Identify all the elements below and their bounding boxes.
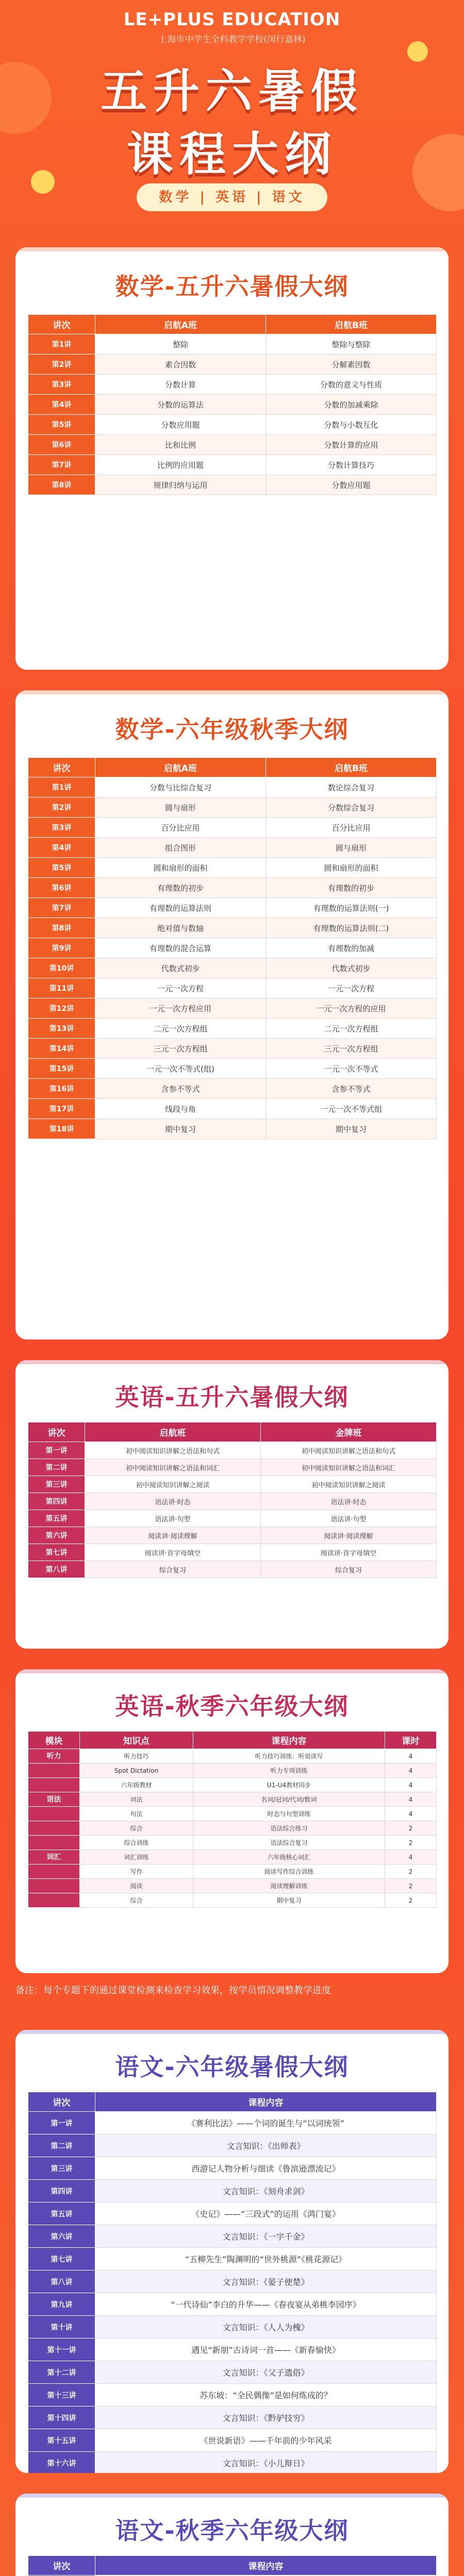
row-content-cell: 遇见“新朋”古诗词一首——《新春愉快》 <box>95 2338 437 2361</box>
row-content-cell: 组合图形 <box>95 838 266 858</box>
row-content-cell: 分数计算 <box>95 375 266 395</box>
table-row <box>28 2429 437 2452</box>
table-row <box>28 1079 437 1099</box>
col-header: 讲次 <box>28 1422 85 1442</box>
row-content-cell: “五柳先生”陶渊明的“世外桃源”《桃花源记》 <box>95 2248 437 2270</box>
row-content-cell: 初中阅读知识讲解之阅读 <box>261 1476 437 1493</box>
row-lecture-cell: 第1讲 <box>28 777 95 798</box>
col-header: 讲次 <box>28 2092 95 2112</box>
row-content-cell: 《史记》——“三段式”的运用《鸿门宴》 <box>95 2202 437 2225</box>
row-content-cell: 二元一次方程组 <box>266 1019 437 1039</box>
table-row <box>28 978 437 998</box>
col-header: 课程内容 <box>95 2556 437 2575</box>
row-content-cell: 有理数的运算法则(二) <box>266 918 437 938</box>
row-content-cell: 一元一次不等式(组) <box>95 1059 266 1079</box>
table-row <box>28 2293 437 2316</box>
row-lecture-cell: 第十六讲 <box>28 2452 95 2473</box>
row-lecture-cell: 第七讲 <box>28 2248 95 2270</box>
col-header: 讲次 <box>28 315 95 334</box>
col-header: 知识点 <box>80 1732 193 1749</box>
row-lecture-cell: 第2讲 <box>28 798 95 818</box>
row-content-cell: 4 <box>385 1778 437 1792</box>
row-lecture-cell: 第六讲 <box>28 1527 85 1544</box>
row-lecture-cell: 第九讲 <box>28 2293 95 2316</box>
table-row <box>28 1527 437 1544</box>
row-lecture-cell: 第十一讲 <box>28 2338 95 2361</box>
row-content-cell: 听力专项训练 <box>193 1764 385 1778</box>
row-content-cell: 含参不等式 <box>95 1079 266 1099</box>
table-row <box>28 777 437 798</box>
row-content-cell: 绝对值与数轴 <box>95 918 266 938</box>
row-content-cell: 综合训练 <box>80 1836 193 1850</box>
table-row <box>28 1807 437 1821</box>
card-top-bar <box>15 2494 449 2498</box>
table-row <box>28 938 437 958</box>
col-header: 课程内容 <box>95 2092 437 2112</box>
row-content-cell: 阅读讲·首字母填空 <box>261 1544 437 1561</box>
row-content-cell: 含参不等式 <box>266 1079 437 1099</box>
row-content-cell: 词汇训练 <box>80 1850 193 1865</box>
table-row <box>28 354 437 375</box>
row-content-cell: 文言知识：《黔驴技穷》 <box>95 2406 437 2429</box>
table-row <box>28 1059 437 1079</box>
row-content-cell: U1-U4教材同步 <box>193 1778 385 1792</box>
row-content-cell: 语法讲·句型 <box>85 1510 261 1527</box>
table-row <box>28 818 437 838</box>
row-content-cell: 语法讲·时态 <box>261 1493 437 1510</box>
row-lecture-cell <box>28 1836 80 1850</box>
card-top-bar <box>15 2030 449 2034</box>
row-content-cell: 一元一次方程应用 <box>95 998 266 1019</box>
english-summer-table <box>28 1422 437 1578</box>
row-lecture-cell <box>28 1893 80 1908</box>
row-content-cell: 分数计算的应用 <box>266 435 437 455</box>
english-summer-title: 英语-五升六暑假大纲 <box>115 1383 349 1411</box>
row-content-cell: 百分比应用 <box>95 818 266 838</box>
table-row <box>28 2384 437 2406</box>
brand-name: LE+PLUS EDUCATION <box>123 9 341 30</box>
table-row <box>28 958 437 978</box>
row-content-cell: 整除 <box>95 334 266 354</box>
row-lecture-cell: 第14讲 <box>28 1039 95 1059</box>
row-content-cell: 综合复习 <box>261 1561 437 1578</box>
table-row <box>28 2225 437 2248</box>
col-header: 金牌班 <box>261 1422 437 1442</box>
row-lecture-cell <box>28 1879 80 1893</box>
row-content-cell: 比和比例 <box>95 435 266 455</box>
table-row <box>28 1039 437 1059</box>
row-lecture-cell: 第三讲 <box>28 2157 95 2180</box>
row-lecture-cell: 第三讲 <box>28 1476 85 1493</box>
table-row <box>28 1778 437 1792</box>
chinese-summer-table <box>28 2092 437 2473</box>
col-header: 课时 <box>385 1732 437 1749</box>
table-row <box>28 415 437 435</box>
row-lecture-cell <box>28 1807 80 1821</box>
col-header: 讲次 <box>28 758 95 777</box>
row-lecture-cell: 第4讲 <box>28 838 95 858</box>
row-content-cell: 圆与扇形 <box>95 798 266 818</box>
row-content-cell: 初中阅读知识讲解之阅读 <box>85 1476 261 1493</box>
row-content-cell: 有理数的初步 <box>95 878 266 898</box>
row-content-cell: 期中复习 <box>95 1119 266 1139</box>
row-content-cell: 《赛利比法》——个词的诞生与“以词统领” <box>95 2112 437 2134</box>
col-header: 启航班 <box>85 1422 261 1442</box>
row-content-cell: 2 <box>385 1836 437 1850</box>
row-lecture-cell: 第十四讲 <box>28 2406 95 2429</box>
col-header: 启航A班 <box>95 315 266 334</box>
row-content-cell: 圆和扇形的面积 <box>95 858 266 878</box>
row-lecture-cell: 词汇 <box>28 1850 80 1865</box>
row-content-cell: 规律归纳与运用 <box>95 475 266 495</box>
row-content-cell: 2 <box>385 1821 437 1836</box>
math-autumn-title: 数学-六年级秋季大纲 <box>115 716 349 743</box>
row-content-cell: 有理数的混合运算 <box>95 938 266 958</box>
row-content-cell: 比例的应用题 <box>95 455 266 475</box>
row-lecture-cell: 第6讲 <box>28 435 95 455</box>
row-lecture-cell: 第六讲 <box>28 2225 95 2248</box>
brand-subtitle: 上海市中学生全科教学学校(闵行嘉林) <box>158 35 306 45</box>
row-content-cell: 词法 <box>80 1792 193 1807</box>
row-content-cell: “一代诗仙”李白的升华——《春夜宴从弟桃李园序》 <box>95 2293 437 2316</box>
row-content-cell: 写作 <box>80 1865 193 1879</box>
col-header: 启航B班 <box>266 315 437 334</box>
table-row <box>28 2157 437 2180</box>
english-autumn-table <box>28 1731 437 1908</box>
table-row <box>28 2452 437 2473</box>
row-content-cell: 圆与扇形 <box>266 838 437 858</box>
math-summer-table <box>28 314 437 495</box>
math-summer-card <box>15 247 449 670</box>
row-content-cell: 名词/冠词/代词/数词 <box>193 1792 385 1807</box>
row-content-cell: 分数的意义与性质 <box>266 375 437 395</box>
table-row <box>28 1476 437 1493</box>
col-header: 启航B班 <box>266 758 437 777</box>
chinese-autumn-table <box>28 2555 437 2576</box>
row-content-cell: 2 <box>385 1865 437 1879</box>
table-row <box>28 2316 437 2338</box>
english-summer-card <box>15 1360 449 1649</box>
table-row <box>28 998 437 1019</box>
table-row <box>28 1764 437 1778</box>
subjects-badge: 数学 | 英语 | 语文 <box>137 183 327 211</box>
card-top-bar <box>15 1360 449 1364</box>
table-row <box>28 2270 437 2293</box>
table-row <box>28 1493 437 1510</box>
table-row <box>28 2248 437 2270</box>
row-content-cell: 初中阅读知识讲解之语法和句式 <box>85 1442 261 1459</box>
row-content-cell: 初中阅读知识讲解之语法和词汇 <box>261 1459 437 1476</box>
english-autumn-card <box>15 1669 449 1973</box>
row-content-cell: 2 <box>385 1879 437 1893</box>
math-autumn-card <box>15 690 449 1340</box>
row-content-cell: 分数的加减乘除 <box>266 395 437 415</box>
row-content-cell: 分数与比综合复习 <box>95 777 266 798</box>
row-lecture-cell: 第3讲 <box>28 375 95 395</box>
english-autumn-title: 英语-秋季六年级大纲 <box>115 1692 349 1720</box>
row-content-cell: 西游记人物分析与细读《鲁滨逊漂流记》 <box>95 2157 437 2180</box>
table-row <box>28 918 437 938</box>
row-content-cell: 代数式初步 <box>95 958 266 978</box>
header <box>0 0 464 258</box>
table-row <box>28 1510 437 1527</box>
table-row <box>28 2134 437 2157</box>
row-lecture-cell: 第1讲 <box>28 334 95 354</box>
row-content-cell: 分数与小数互化 <box>266 415 437 435</box>
row-content-cell: 文言知识：《父子遗俗》 <box>95 2361 437 2384</box>
row-lecture-cell: 第18讲 <box>28 1119 95 1139</box>
row-content-cell: 分数的运算法 <box>95 395 266 415</box>
table-row <box>28 2180 437 2202</box>
table-row <box>28 1442 437 1459</box>
row-lecture-cell: 第7讲 <box>28 898 95 918</box>
row-content-cell: 句法 <box>80 1807 193 1821</box>
math-summer-title: 数学-五升六暑假大纲 <box>115 273 349 300</box>
row-content-cell: 一元一次方程 <box>95 978 266 998</box>
row-content-cell: 整除与整除 <box>266 334 437 354</box>
row-content-cell: 分数应用题 <box>266 475 437 495</box>
row-lecture-cell: 第11讲 <box>28 978 95 998</box>
table-row <box>28 455 437 475</box>
row-lecture-cell: 第八讲 <box>28 1561 85 1578</box>
row-content-cell: 一元一次方程的应用 <box>266 998 437 1019</box>
col-header: 讲次 <box>28 2556 95 2575</box>
row-content-cell: 有理数的运算法则 <box>95 898 266 918</box>
col-header: 启航A班 <box>95 758 266 777</box>
row-lecture-cell: 第十讲 <box>28 2316 95 2338</box>
chinese-summer-card <box>15 2030 449 2473</box>
row-content-cell: 线段与角 <box>95 1099 266 1119</box>
row-content-cell: 听力技巧训练：听说读写 <box>193 1749 385 1764</box>
table-row <box>28 878 437 898</box>
row-lecture-cell: 第15讲 <box>28 1059 95 1079</box>
row-content-cell: 苏东坡：“全民偶像”是如何炼成的？ <box>95 2384 437 2406</box>
row-lecture-cell <box>28 1778 80 1792</box>
row-lecture-cell: 第5讲 <box>28 415 95 435</box>
row-content-cell: 综合 <box>80 1893 193 1908</box>
table-row <box>28 1459 437 1476</box>
row-lecture-cell: 第十三讲 <box>28 2384 95 2406</box>
row-content-cell: 文言知识：《一字千金》 <box>95 2225 437 2248</box>
row-content-cell: 三元一次方程组 <box>266 1039 437 1059</box>
table-row <box>28 1119 437 1139</box>
chinese-autumn-title: 语文-秋季六年级大纲 <box>115 2517 349 2545</box>
row-lecture-cell: 第十二讲 <box>28 2361 95 2384</box>
row-lecture-cell: 第5讲 <box>28 858 95 878</box>
row-lecture-cell: 第一讲 <box>28 2112 95 2134</box>
table-row <box>28 1879 437 1893</box>
table-row <box>28 858 437 878</box>
row-content-cell: 期中复习 <box>266 1119 437 1139</box>
row-content-cell: 时态与句型训练 <box>193 1807 385 1821</box>
row-lecture-cell: 第二讲 <box>28 1459 85 1476</box>
row-content-cell: 分数综合复习 <box>266 798 437 818</box>
row-lecture-cell: 第4讲 <box>28 395 95 415</box>
table-row <box>28 1792 437 1807</box>
row-lecture-cell <box>28 1865 80 1879</box>
row-lecture-cell: 第17讲 <box>28 1099 95 1119</box>
col-header: 模块 <box>28 1732 80 1749</box>
row-content-cell: 文言知识：《刻舟求剑》 <box>95 2180 437 2202</box>
row-content-cell: 语法讲·句型 <box>261 1510 437 1527</box>
row-content-cell: 三元一次方程组 <box>95 1039 266 1059</box>
table-row <box>28 2406 437 2429</box>
row-content-cell: 一元一次不等式 <box>266 1059 437 1079</box>
row-content-cell: 阅读 <box>80 1879 193 1893</box>
row-content-cell: 数论综合复习 <box>266 777 437 798</box>
row-content-cell: 文言知识：《晏子使楚》 <box>95 2270 437 2293</box>
row-content-cell: 有理数的初步 <box>266 878 437 898</box>
chinese-autumn-card <box>15 2494 449 2576</box>
row-content-cell: 4 <box>385 1792 437 1807</box>
table-row <box>28 2361 437 2384</box>
row-content-cell: 文言知识：《出师表》 <box>95 2134 437 2157</box>
row-content-cell: 初中阅读知识讲解之语法和句式 <box>261 1442 437 1459</box>
math-autumn-table <box>28 757 437 1139</box>
row-lecture-cell: 第八讲 <box>28 2270 95 2293</box>
row-content-cell: Spot Dictation <box>80 1764 193 1778</box>
row-content-cell: 阅读讲·阅读理解 <box>85 1527 261 1544</box>
col-header: 课程内容 <box>193 1732 385 1749</box>
table-row <box>28 1561 437 1578</box>
row-lecture-cell <box>28 1764 80 1778</box>
row-content-cell: 《世说新语》——千年前的少年风采 <box>95 2429 437 2452</box>
row-content-cell: 一元一次不等式组 <box>266 1099 437 1119</box>
row-lecture-cell: 第2讲 <box>28 354 95 375</box>
row-content-cell: 六年级教材 <box>80 1778 193 1792</box>
table-row <box>28 1865 437 1879</box>
row-lecture-cell <box>28 1821 80 1836</box>
table-row <box>28 1099 437 1119</box>
table-row <box>28 395 437 415</box>
row-content-cell: 阅读写作综合训练 <box>193 1865 385 1879</box>
main-title-line1: 五升六暑假 <box>101 64 363 118</box>
row-content-cell: 4 <box>385 1749 437 1764</box>
row-content-cell: 语法讲·时态 <box>85 1493 261 1510</box>
table-row <box>28 375 437 395</box>
main-title-line2: 课程大纲 <box>127 127 337 181</box>
row-lecture-cell: 第8讲 <box>28 918 95 938</box>
row-lecture-cell: 第8讲 <box>28 475 95 495</box>
table-row <box>28 1749 437 1764</box>
row-lecture-cell: 第七讲 <box>28 1544 85 1561</box>
row-content-cell: 期中复习 <box>193 1893 385 1908</box>
row-content-cell: 有理数的加减 <box>266 938 437 958</box>
row-content-cell: 综合 <box>80 1821 193 1836</box>
row-lecture-cell: 语法 <box>28 1792 80 1807</box>
row-content-cell: 百分比应用 <box>266 818 437 838</box>
row-content-cell: 分数计算技巧 <box>266 455 437 475</box>
row-content-cell: 分解素因数 <box>266 354 437 375</box>
row-content-cell: 有理数的运算法则(一) <box>266 898 437 918</box>
row-lecture-cell: 第10讲 <box>28 958 95 978</box>
table-row <box>28 475 437 495</box>
card-top-bar <box>15 1669 449 1673</box>
chinese-summer-title: 语文-六年级暑假大纲 <box>115 2053 349 2081</box>
table-row <box>28 1836 437 1850</box>
row-content-cell: 文言知识：《人人为槐》 <box>95 2316 437 2338</box>
row-content-cell: 素合因数 <box>95 354 266 375</box>
row-lecture-cell: 第16讲 <box>28 1079 95 1099</box>
row-lecture-cell: 第二讲 <box>28 2134 95 2157</box>
row-content-cell: 语法综合练习 <box>193 1821 385 1836</box>
table-row <box>28 798 437 818</box>
row-lecture-cell: 第3讲 <box>28 818 95 838</box>
row-lecture-cell: 第7讲 <box>28 455 95 475</box>
table-row <box>28 2112 437 2134</box>
table-row <box>28 898 437 918</box>
row-content-cell: 2 <box>385 1893 437 1908</box>
row-lecture-cell: 听力 <box>28 1749 80 1764</box>
table-row <box>28 334 437 354</box>
row-lecture-cell: 第12讲 <box>28 998 95 1019</box>
card-top-bar <box>15 690 449 694</box>
row-content-cell: 代数式初步 <box>266 958 437 978</box>
table-row <box>28 1893 437 1908</box>
row-content-cell: 二元一次方程组 <box>95 1019 266 1039</box>
table-row <box>28 435 437 455</box>
row-lecture-cell: 第6讲 <box>28 878 95 898</box>
table-row <box>28 1019 437 1039</box>
row-lecture-cell: 第9讲 <box>28 938 95 958</box>
row-lecture-cell: 第13讲 <box>28 1019 95 1039</box>
row-lecture-cell: 第十五讲 <box>28 2429 95 2452</box>
table-row <box>28 838 437 858</box>
row-content-cell: 阅读讲·首字母填空 <box>85 1544 261 1561</box>
row-content-cell: 听力技巧 <box>80 1749 193 1764</box>
row-content-cell: 一元一次方程 <box>266 978 437 998</box>
card-top-bar <box>15 247 449 251</box>
table-row <box>28 2338 437 2361</box>
table-row <box>28 1850 437 1865</box>
english-autumn-note: 备注：每个专题下的通过课堂检测来检查学习效果，按学员情况调整教学进度 <box>15 1985 331 1996</box>
row-content-cell: 阅读讲·阅读理解 <box>261 1527 437 1544</box>
table-row <box>28 1821 437 1836</box>
row-lecture-cell: 第四讲 <box>28 1493 85 1510</box>
table-row <box>28 1544 437 1561</box>
row-content-cell: 文言知识：《小儿辩日》 <box>95 2452 437 2473</box>
row-lecture-cell: 第四讲 <box>28 2180 95 2202</box>
row-content-cell: 圆和扇形的面积 <box>266 858 437 878</box>
row-content-cell: 初中阅读知识讲解之语法和词汇 <box>85 1459 261 1476</box>
row-content-cell: 六年级核心词汇 <box>193 1850 385 1865</box>
row-lecture-cell: 第五讲 <box>28 1510 85 1527</box>
row-content-cell: 分数应用题 <box>95 415 266 435</box>
row-content-cell: 阅读理解训练 <box>193 1879 385 1893</box>
row-content-cell: 4 <box>385 1807 437 1821</box>
row-content-cell: 4 <box>385 1764 437 1778</box>
row-content-cell: 语法综合复习 <box>193 1836 385 1850</box>
row-content-cell: 4 <box>385 1850 437 1865</box>
row-content-cell: 综合复习 <box>85 1561 261 1578</box>
row-lecture-cell: 第五讲 <box>28 2202 95 2225</box>
row-lecture-cell: 第一讲 <box>28 1442 85 1459</box>
table-row <box>28 2202 437 2225</box>
